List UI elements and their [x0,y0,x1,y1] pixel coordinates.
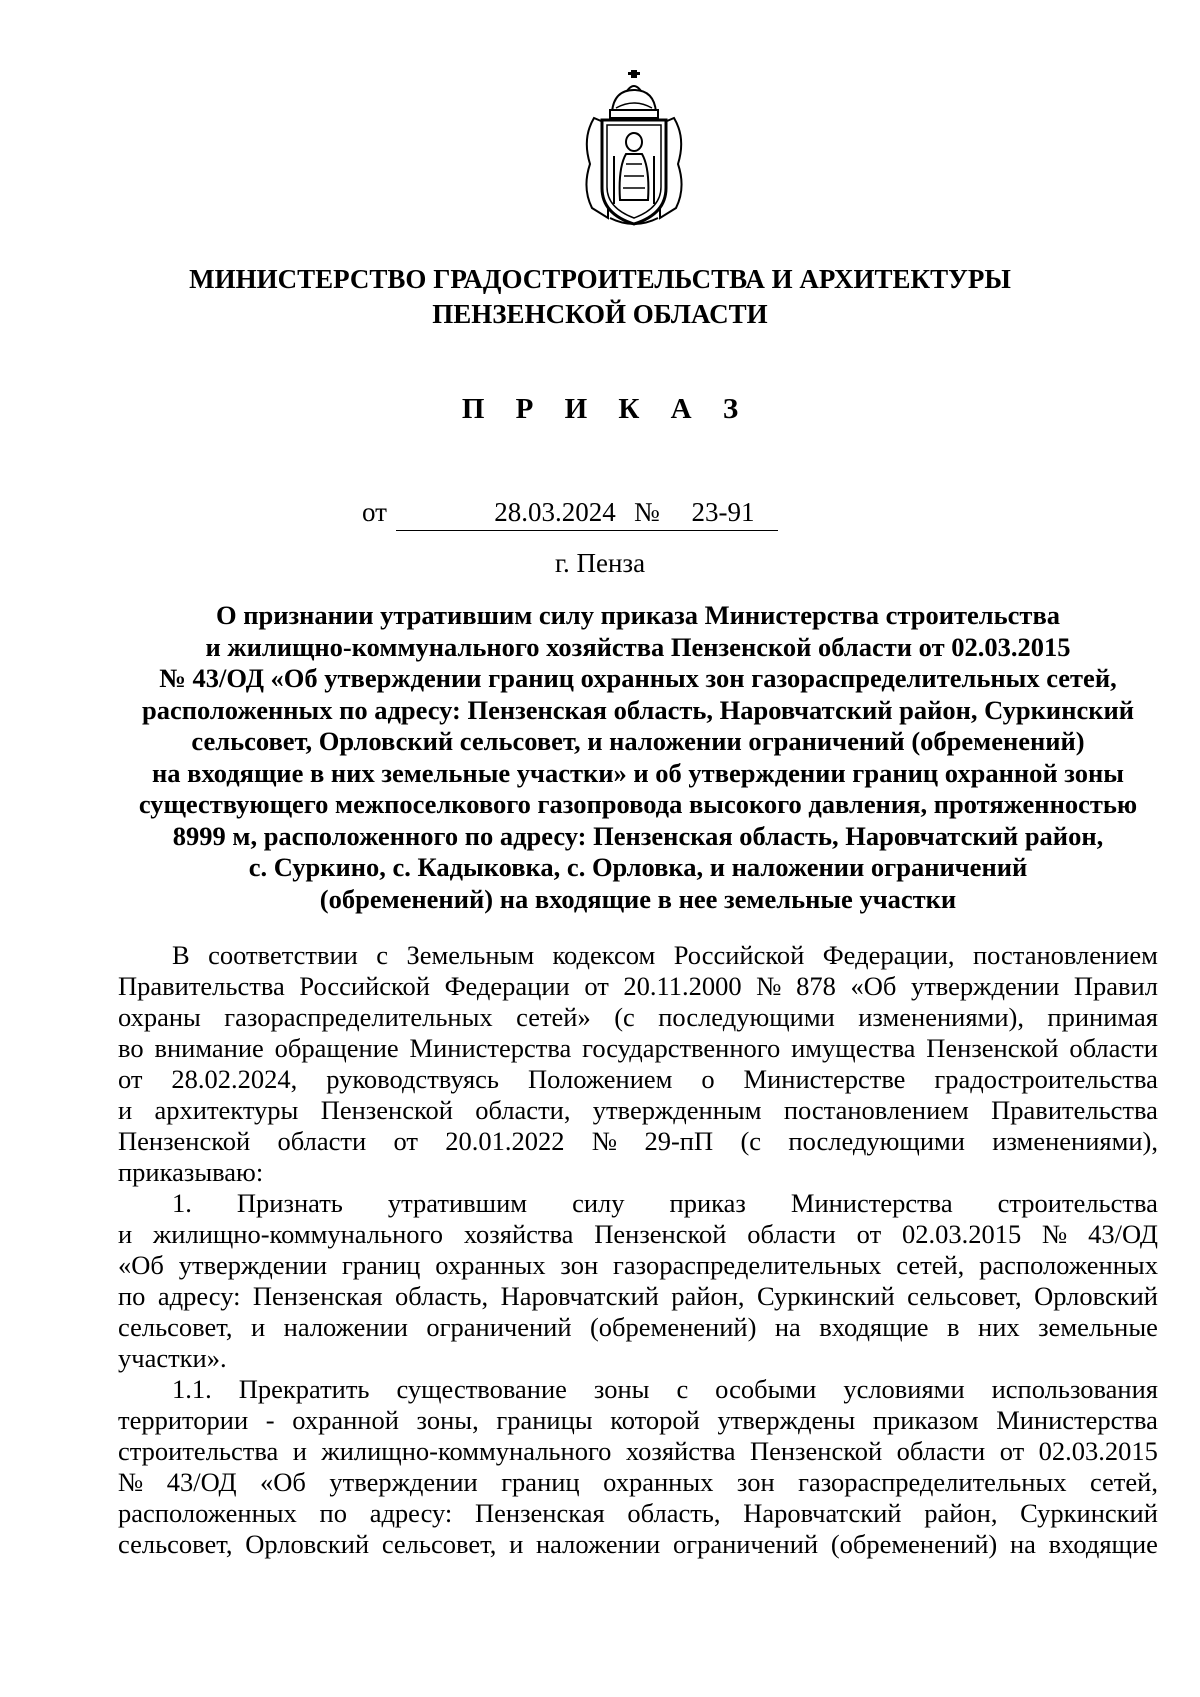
document-body [118,940,1158,1560]
body-line: участки». [118,1343,227,1373]
document-type-heading: П Р И К А З [461,393,751,425]
title-line: О признании утратившим силу приказа Министерства строительства [215,600,1061,630]
coat-of-arms-icon [574,68,694,228]
body-line: № 43/ОД «Об утверждении границ охранных зон газораспределительных сетей, [118,1467,1158,1497]
organization-name-line-1: МИНИСТЕРСТВО ГРАДОСТРОИТЕЛЬСТВА И АРХИТЕКТУРЫ [189,264,1011,294]
title-line: расположенных по адресу: Пензенская область, Наровчатский район, Суркинский [141,694,1135,725]
body-line: «Об утверждении границ охранных зон газораспределительных сетей, расположенных [118,1250,1158,1280]
date-prefix: от [362,497,387,527]
body-line: по адресу: Пензенская область, Наровчатский район, Суркинский сельсовет, Орловский [118,1281,1158,1311]
title-line: на входящие в них земельные участки» и об утверждении границ охранной зоны [152,757,1124,788]
number-prefix: № [634,497,660,527]
body-line: Правительства Российской Федерации от 20.11.2000 № 878 «Об утверждении Правил [118,971,1158,1001]
body-line: Пензенской области от 20.01.2022 № 29-пП (с последующими изменениями), [118,1126,1158,1156]
body-line: строительства и жилищно-коммунального хозяйства Пензенской области от 02.03.2015 [118,1436,1158,1466]
body-line: 1. Признать утратившим силу приказ Министерства строительства [172,1188,1158,1218]
document-number: 23-91 [668,496,778,531]
title-line: № 43/ОД «Об утверждении границ охранных зон газораспределительных сетей, [159,663,1117,693]
body-line: от 28.02.2024, руководствуясь Положением о Министерстве градостроительства [118,1064,1158,1094]
body-line: приказываю: [118,1157,264,1187]
body-line: расположенных по адресу: Пензенская область, Наровчатский район, Суркинский [118,1498,1158,1528]
body-line: во внимание обращение Министерства государственного имущества Пензенской области [118,1033,1158,1063]
body-line: сельсовет, и наложении ограничений (обременений) на входящие в них земельные [118,1312,1158,1342]
body-line: территории - охранной зоны, границы которой утверждены приказом Министерства [118,1405,1158,1435]
body-line: В соответствии с Земельным кодексом Российской Федерации, постановлением [172,940,1158,970]
document-date: 28.03.2024 [396,496,714,531]
body-line: 1.1. Прекратить существование зоны с особыми условиями использования [172,1374,1158,1404]
title-line: с. Суркино, с. Кадыковка, с. Орловка, и наложении ограничений [248,852,1028,882]
title-line: 8999 м, расположенного по адресу: Пензенская область, Наровчатский район, [172,820,1104,851]
organization-name-line-2: ПЕНЗЕНСКОЙ ОБЛАСТИ [432,299,768,329]
body-line: сельсовет, Орловский сельсовет, и наложении ограничений (обременений) на входящие [118,1529,1158,1559]
title-line: и жилищно-коммунального хозяйства Пензенской области от 02.03.2015 [205,631,1071,662]
body-line: охраны газораспределительных сетей» (с последующими изменениями), принимая [118,1002,1158,1032]
title-line: существующего межпоселкового газопровода высокого давления, протяженностью [138,789,1138,819]
title-line: сельсовет, Орловский сельсовет, и наложении ограничений (обременений) [191,726,1085,756]
title-line: (обременений) на входящие в нее земельные участки [319,883,957,914]
body-line: и архитектуры Пензенской области, утвержденным постановлением Правительства [118,1095,1158,1125]
document-title [118,600,1158,915]
body-line: и жилищно-коммунального хозяйства Пензенской области от 02.03.2015 № 43/ОД [118,1219,1158,1249]
city-line: г. Пенза [554,548,646,578]
